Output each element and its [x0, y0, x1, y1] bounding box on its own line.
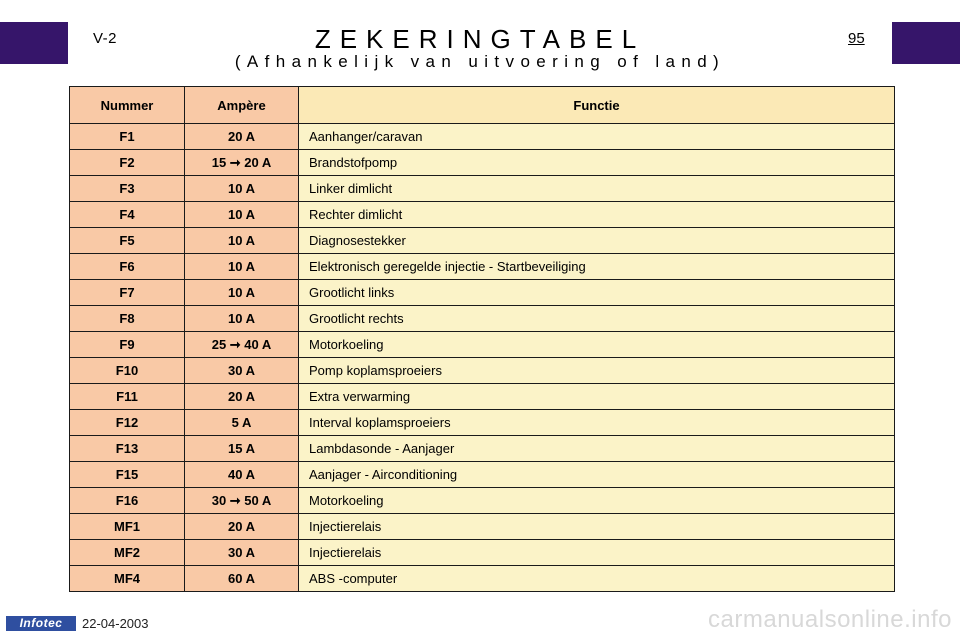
fuse-ampere-cell: 15 ➞ 20 A: [185, 150, 299, 176]
fuse-number-cell: F5: [70, 228, 185, 254]
fuse-number-cell: F12: [70, 410, 185, 436]
table-row: [70, 358, 895, 384]
table-row: [70, 306, 895, 332]
table-row: [70, 202, 895, 228]
fuse-ampere-cell: 25 ➞ 40 A: [185, 332, 299, 358]
fuse-ampere-cell: 5 A: [185, 410, 299, 436]
fuse-function-cell: Pomp koplamsproeiers: [299, 358, 895, 384]
fuse-function-cell: Grootlicht links: [299, 280, 895, 306]
table-row: [70, 332, 895, 358]
fuse-function-cell: Interval koplamsproeiers: [299, 410, 895, 436]
fuse-number-cell: F7: [70, 280, 185, 306]
fuse-ampere-cell: 10 A: [185, 228, 299, 254]
fuse-number-cell: F15: [70, 462, 185, 488]
table-row: [70, 176, 895, 202]
fuse-ampere-cell: 20 A: [185, 124, 299, 150]
infotec-logo: Infotec: [6, 616, 76, 631]
footer-date: 22-04-2003: [82, 616, 149, 631]
column-header-nummer: Nummer: [70, 87, 185, 124]
table-row: [70, 514, 895, 540]
watermark: carmanualsonline.info: [708, 606, 952, 633]
fuse-number-cell: F3: [70, 176, 185, 202]
fuse-number-cell: F9: [70, 332, 185, 358]
fuse-function-cell: Linker dimlicht: [299, 176, 895, 202]
table-row: [70, 228, 895, 254]
table-row: [70, 280, 895, 306]
fuse-function-cell: Lambdasonde - Aanjager: [299, 436, 895, 462]
section-code: V-2: [93, 30, 118, 47]
fuse-ampere-cell: 60 A: [185, 566, 299, 592]
fuse-number-cell: F16: [70, 488, 185, 514]
fuse-number-cell: F10: [70, 358, 185, 384]
fuse-function-cell: Motorkoeling: [299, 332, 895, 358]
fuse-function-cell: Extra verwarming: [299, 384, 895, 410]
fuse-function-cell: Motorkoeling: [299, 488, 895, 514]
fuse-ampere-cell: 30 A: [185, 540, 299, 566]
fuse-ampere-cell: 10 A: [185, 280, 299, 306]
fuse-ampere-cell: 30 ➞ 50 A: [185, 488, 299, 514]
fuse-number-cell: MF4: [70, 566, 185, 592]
fuse-ampere-cell: 20 A: [185, 384, 299, 410]
fuse-ampere-cell: 10 A: [185, 176, 299, 202]
fuse-table: [69, 86, 895, 592]
fuse-number-cell: F1: [70, 124, 185, 150]
fuse-number-cell: MF2: [70, 540, 185, 566]
fuse-function-cell: Injectierelais: [299, 514, 895, 540]
table-header-row: [70, 87, 895, 124]
fuse-function-cell: ABS -computer: [299, 566, 895, 592]
fuse-function-cell: Brandstofpomp: [299, 150, 895, 176]
table-row: [70, 410, 895, 436]
fuse-number-cell: F13: [70, 436, 185, 462]
fuse-ampere-cell: 10 A: [185, 306, 299, 332]
column-header-functie: Functie: [299, 87, 895, 124]
table-row: [70, 566, 895, 592]
fuse-ampere-cell: 20 A: [185, 514, 299, 540]
fuse-function-cell: Aanhanger/caravan: [299, 124, 895, 150]
fuse-ampere-cell: 10 A: [185, 254, 299, 280]
table-row: [70, 462, 895, 488]
fuse-function-cell: Injectierelais: [299, 540, 895, 566]
table-row: [70, 150, 895, 176]
fuse-number-cell: F4: [70, 202, 185, 228]
fuse-number-cell: MF1: [70, 514, 185, 540]
fuse-number-cell: F6: [70, 254, 185, 280]
fuse-ampere-cell: 30 A: [185, 358, 299, 384]
fuse-function-cell: Elektronisch geregelde injectie - Startbeveiliging: [299, 254, 895, 280]
fuse-number-cell: F2: [70, 150, 185, 176]
fuse-function-cell: Rechter dimlicht: [299, 202, 895, 228]
table-row: [70, 436, 895, 462]
table-row: [70, 488, 895, 514]
table-row: [70, 540, 895, 566]
page-number: 95: [848, 30, 865, 47]
fuse-table-body: [70, 124, 895, 592]
fuse-function-cell: Diagnosestekker: [299, 228, 895, 254]
table-row: [70, 384, 895, 410]
page-title: ZEKERINGTABEL: [314, 24, 646, 54]
fuse-ampere-cell: 10 A: [185, 202, 299, 228]
fuse-function-cell: Grootlicht rechts: [299, 306, 895, 332]
fuse-ampere-cell: 40 A: [185, 462, 299, 488]
page-subtitle: (Afhankelijk van uitvoering of land): [234, 52, 726, 71]
table-row: [70, 124, 895, 150]
fuse-function-cell: Aanjager - Airconditioning: [299, 462, 895, 488]
fuse-number-cell: F8: [70, 306, 185, 332]
fuse-number-cell: F11: [70, 384, 185, 410]
table-row: [70, 254, 895, 280]
fuse-ampere-cell: 15 A: [185, 436, 299, 462]
column-header-ampere: Ampère: [185, 87, 299, 124]
